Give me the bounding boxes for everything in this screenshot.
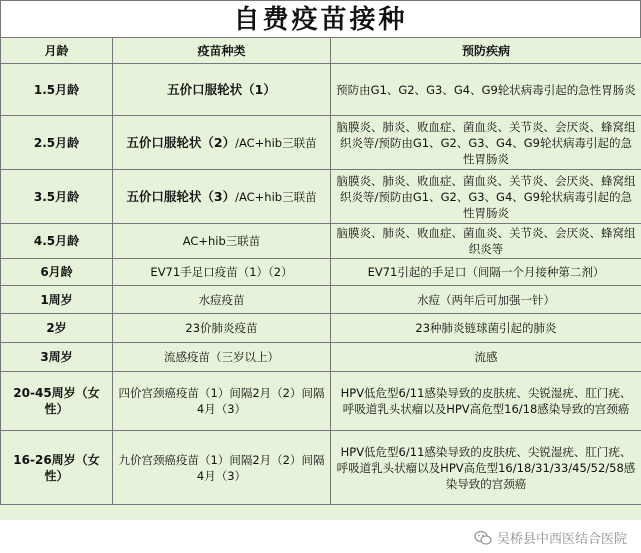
watermark [474,528,627,547]
table-row [1,343,641,372]
wechat-icon [474,530,492,546]
disease-cell: 预防由G1、G2、G3、G4、G9轮状病毒引起的急性胃肠炎 [331,64,641,116]
vaccine-name: EV71手足口疫苗（1）（2） [150,265,293,279]
vaccine-name: /AC+hib三联苗 [235,189,317,204]
vaccine-cell [113,170,331,224]
vaccine-cell [113,372,331,431]
table-row [1,259,641,286]
disease-cell: 脑膜炎、肺炎、败血症、菌血炎、关节炎、会厌炎、蜂窝组织炎等/预防由G1、G2、G3、G4、G9轮状病毒引起的急性胃肠炎 [331,170,641,224]
age-cell: 2岁 [1,314,113,343]
footer [0,520,641,553]
age-cell: 16-26周岁（女性） [1,431,113,505]
vaccine-name: 四价宫颈癌疫苗（1）间隔2月（2）间隔4月（3） [118,386,325,416]
age-cell: 2.5月龄 [1,116,113,170]
age-cell: 4.5月龄 [1,224,113,259]
disease-cell: 23种肺炎链球菌引起的肺炎 [331,314,641,343]
vaccine-name: /AC+hib三联苗 [235,135,317,150]
table-row [1,286,641,314]
table-row [1,170,641,224]
vaccine-name: 九价宫颈癌疫苗（1）间隔2月（2）间隔4月（3） [118,452,325,483]
disease-cell: HPV低危型6/11感染导致的皮肤疣、尖锐湿疣、肛门疣、呼吸道乳头状瘤以及HPV高危型16/18/31/33/45/52/58感染导致的宫颈癌 [331,431,641,505]
vaccine-cell [113,64,331,116]
header-disease: 预防疾病 [331,38,641,64]
vaccine-name-bold: 五价口服轮状（1） [167,81,276,97]
table-row [1,372,641,431]
watermark-text: 吴桥县中西医结合医院 [496,532,627,547]
vaccine-cell [113,314,331,343]
age-cell: 6月龄 [1,259,113,286]
disease-cell: 脑膜炎、肺炎、败血症、菌血炎、关节炎、会厌炎、蜂窝组织炎等 [331,224,641,259]
age-cell: 3.5月龄 [1,170,113,224]
vaccine-cell [113,259,331,286]
table-row [1,64,641,116]
vaccine-name: AC+hib三联苗 [182,234,261,248]
table-row [1,314,641,343]
table-row [1,224,641,259]
table-header-row [1,38,641,64]
disease-cell: EV71引起的手足口（间隔一个月接种第二剂） [331,259,641,286]
vaccine-name: 23价肺炎疫苗 [185,321,258,335]
age-cell: 1.5月龄 [1,64,113,116]
table-row [1,431,641,505]
age-cell: 1周岁 [1,286,113,314]
vaccine-table [0,37,641,505]
vaccine-cell [113,116,331,170]
vaccine-cell [113,224,331,259]
disease-cell: 脑膜炎、肺炎、败血症、菌血炎、关节炎、会厌炎、蜂窝组织炎等/预防由G1、G2、G3、G4、G9轮状病毒引起的急性胃肠炎 [331,116,641,170]
header-vaccine: 疫苗种类 [113,38,331,64]
vaccine-name: 流感疫苗（三岁以上） [164,350,279,364]
page-title: 自费疫苗接种 [0,0,641,38]
vaccine-name: 水痘疫苗 [198,292,245,307]
table-row [1,116,641,170]
header-age: 月龄 [1,38,113,64]
disease-cell: HPV低危型6/11感染导致的皮肤疣、尖锐湿疣、肛门疣、呼吸道乳头状瘤以及HPV高危型16/18感染导致的宫颈癌 [331,372,641,431]
age-cell: 20-45周岁（女性） [1,372,113,431]
vaccine-cell [113,431,331,505]
disease-cell: 水痘（两年后可加强一针） [331,286,641,314]
disease-cell: 流感 [331,343,641,372]
vaccine-cell [113,286,331,314]
vaccine-cell [113,343,331,372]
vaccine-name-bold: 五价口服轮状（3） [126,188,236,204]
age-cell: 3周岁 [1,343,113,372]
vaccine-name-bold: 五价口服轮状（2） [126,134,236,150]
